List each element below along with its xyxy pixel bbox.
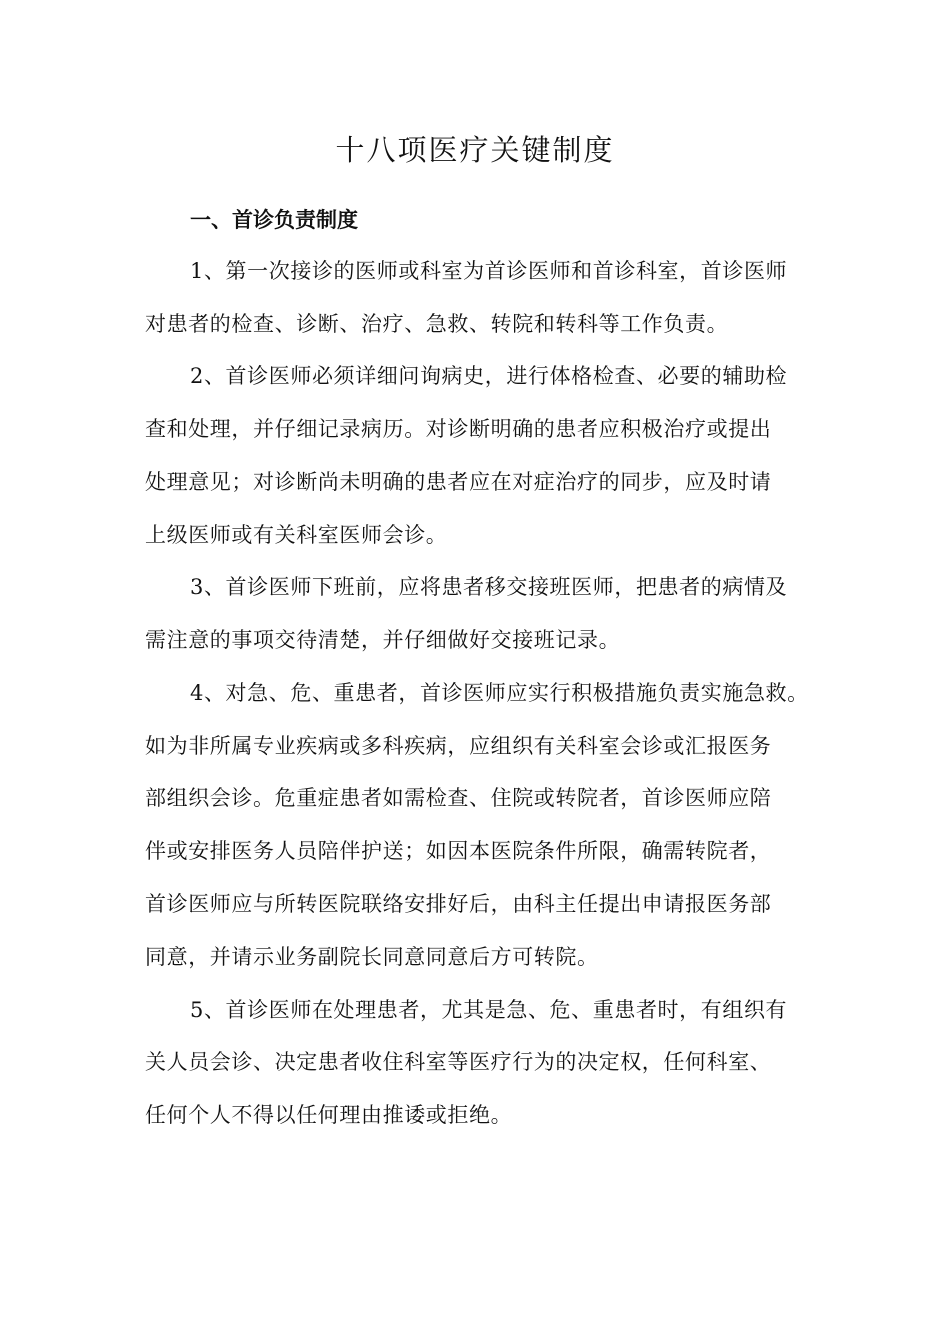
paragraph-line: 2、首诊医师必须详细问询病史，进行体格检查、必要的辅助检	[190, 364, 788, 388]
paragraph-line: 查和处理，并仔细记录病历。对诊断明确的患者应积极治疗或提出	[145, 417, 772, 441]
paragraph-line: 同意，并请示业务副院长同意同意后方可转院。	[145, 945, 599, 969]
paragraph-line: 伴或安排医务人员陪伴护送；如因本医院条件所限，确需转院者，	[145, 839, 772, 863]
paragraph-line: 4、对急、危、重患者，首诊医师应实行积极措施负责实施急救。	[190, 681, 809, 705]
paragraph-line: 关人员会诊、决定患者收住科室等医疗行为的决定权，任何科室、	[145, 1050, 772, 1074]
document-title: 十八项医疗关键制度	[335, 133, 615, 167]
paragraph-line: 处理意见；对诊断尚未明确的患者应在对症治疗的同步，应及时请	[145, 470, 772, 494]
paragraph-line: 如为非所属专业疾病或多科疾病，应组织有关科室会诊或汇报医务	[145, 734, 772, 758]
paragraph-line: 需注意的事项交待清楚，并仔细做好交接班记录。	[145, 628, 621, 652]
paragraph-line: 对患者的检查、诊断、治疗、急救、转院和转科等工作负责。	[145, 312, 729, 336]
paragraph-line: 上级医师或有关科室医师会诊。	[145, 523, 448, 547]
paragraph-line: 1、第一次接诊的医师或科室为首诊医师和首诊科室，首诊医师	[190, 259, 788, 283]
paragraph-line: 任何个人不得以任何理由推诿或拒绝。	[145, 1103, 513, 1127]
paragraph-line: 首诊医师应与所转医院联络安排好后，由科主任提出申请报医务部	[145, 892, 772, 916]
section-heading: 一、首诊负责制度	[190, 208, 358, 232]
paragraph-line: 部组织会诊。危重症患者如需检查、住院或转院者，首诊医师应陪	[145, 786, 772, 810]
paragraph-line: 3、首诊医师下班前，应将患者移交接班医师，把患者的病情及	[190, 575, 788, 599]
paragraph-line: 5、首诊医师在处理患者，尤其是急、危、重患者时，有组织有	[190, 998, 788, 1022]
